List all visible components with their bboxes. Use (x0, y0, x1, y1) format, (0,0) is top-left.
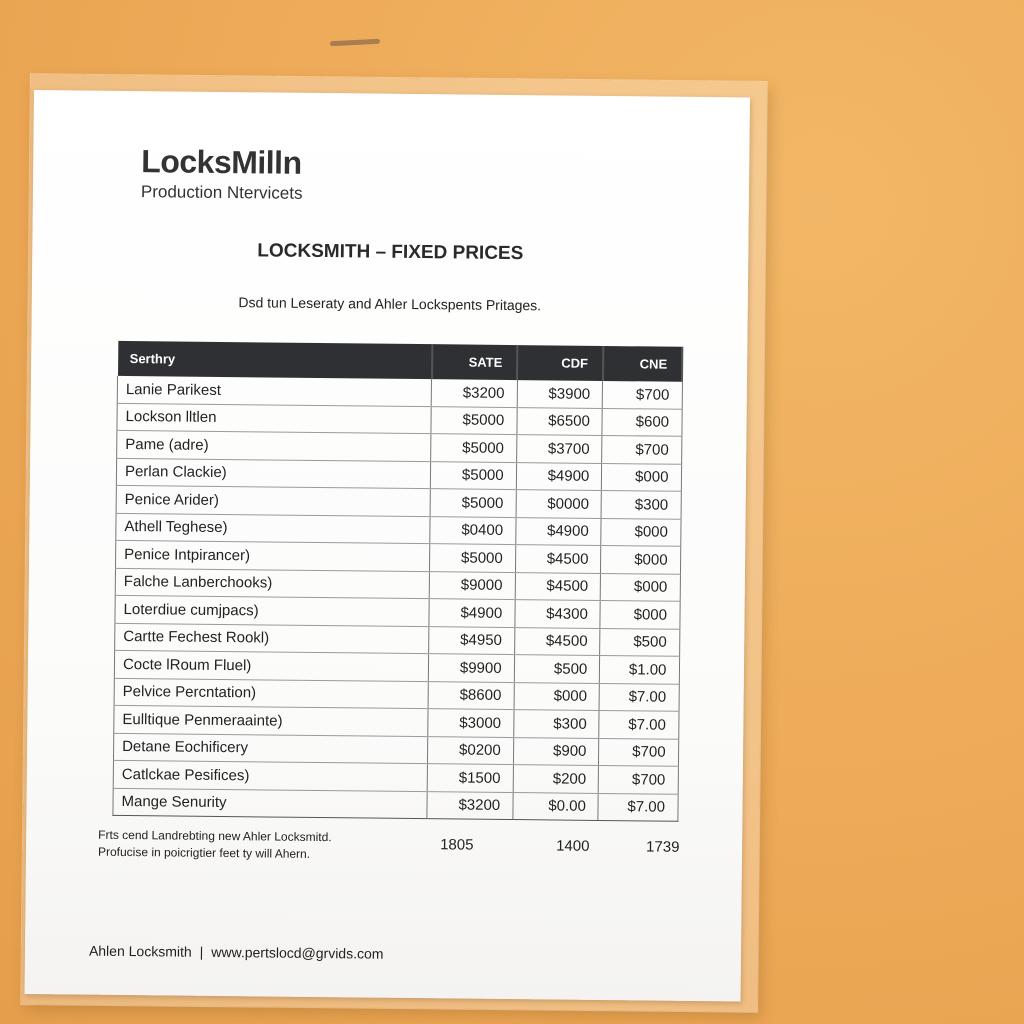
price-cne-cell: $7.00 (599, 683, 678, 711)
column-header-service: Serthry (118, 341, 432, 379)
desk-mark (330, 39, 380, 47)
price-table (112, 341, 683, 822)
price-sate-cell: $3200 (431, 379, 517, 407)
price-cdf-cell: $4900 (515, 517, 601, 545)
company-name: LocksMilln (141, 143, 302, 181)
price-cdf-cell: $3900 (517, 380, 603, 408)
price-cne-cell: $1.00 (600, 655, 679, 683)
price-cdf-cell: $500 (514, 655, 600, 683)
price-cne-cell: $000 (602, 463, 681, 491)
price-sate-cell: $8600 (428, 681, 514, 709)
price-cne-cell: $300 (601, 490, 680, 518)
service-cell: Eulltique Penmeraainte) (114, 705, 428, 736)
service-cell: Perlan Clackie) (116, 458, 430, 489)
price-cne-cell: $600 (602, 408, 681, 436)
column-header-cdf: CDF (517, 345, 603, 381)
price-cne-cell: $700 (599, 765, 678, 793)
footer-note (98, 827, 332, 863)
service-cell: Lockson lltlen (117, 403, 431, 434)
price-cdf-cell: $4500 (514, 627, 600, 655)
company-logo (141, 143, 303, 204)
price-sheet (25, 90, 750, 1001)
price-cdf-cell: $0.00 (513, 792, 599, 820)
price-cne-cell: $700 (599, 738, 678, 766)
price-sate-cell: $3000 (428, 709, 514, 737)
price-cdf-cell: $4500 (515, 545, 601, 573)
price-cne-cell: $700 (602, 435, 681, 463)
table-header-row (118, 341, 683, 382)
contact-name: Ahlen Locksmith (88, 942, 192, 960)
price-sate-cell: $4950 (429, 626, 515, 654)
price-cdf-cell: $4900 (516, 462, 602, 490)
total-cdf: 1400 (556, 837, 590, 855)
company-tagline: Production Ntervicets (140, 182, 303, 203)
price-sate-cell: $5000 (431, 434, 517, 462)
price-sate-cell: $3200 (427, 791, 513, 819)
column-header-sate: SATE (431, 344, 517, 380)
price-cne-cell: $7.00 (598, 793, 677, 821)
price-cdf-cell: $3700 (516, 435, 602, 463)
price-cne-cell: $000 (601, 518, 680, 546)
price-cne-cell: $000 (601, 573, 680, 601)
service-cell: Cartte Fechest Rookl) (115, 623, 429, 654)
contact-separator: | (199, 943, 204, 960)
service-cell: Penice Intpirancer) (116, 540, 430, 571)
price-sate-cell: $4900 (429, 599, 515, 627)
price-cdf-cell: $000 (514, 682, 600, 710)
service-cell: Falche Lanberchooks) (115, 568, 429, 599)
service-cell: Pame (adre) (117, 430, 431, 461)
service-cell: Cocte lRoum Fluel) (114, 650, 428, 681)
price-sate-cell: $0400 (430, 516, 516, 544)
price-cdf-cell: $200 (513, 765, 599, 793)
total-cne: 1739 (646, 838, 680, 856)
price-cdf-cell: $4300 (515, 600, 601, 628)
price-cne-cell: $000 (600, 600, 679, 628)
price-cne-cell: $700 (603, 381, 682, 409)
service-cell: Mange Senurity (113, 788, 427, 819)
footer-note-line-1: Frts cend Landrebting new Ahler Locksmitd. (98, 827, 332, 845)
price-sate-cell: $5000 (429, 544, 515, 572)
price-sate-cell: $5000 (430, 461, 516, 489)
price-sate-cell: $0200 (427, 736, 513, 764)
price-cdf-cell: $300 (513, 710, 599, 738)
document-title: LOCKSMITH – FIXED PRICES (257, 240, 524, 265)
total-sate: 1805 (440, 836, 474, 854)
price-table-body (113, 376, 682, 821)
contact-website: www.pertslocd@grvids.com (211, 943, 384, 962)
price-cdf-cell: $6500 (517, 407, 603, 435)
price-sate-cell: $1500 (427, 764, 513, 792)
price-sate-cell: $9900 (428, 654, 514, 682)
service-cell: Athell Teghese) (116, 513, 430, 544)
contact-line (89, 943, 384, 962)
footer-note-line-2: Profucise in poicrigtier feet ty will Ahern. (97, 844, 311, 861)
table-row (113, 788, 678, 821)
price-cdf-cell: $900 (513, 737, 599, 765)
column-header-cne: CNE (603, 346, 683, 382)
service-cell: Loterdiue cumjpacs) (115, 595, 429, 626)
service-cell: Pelvice Percntation) (114, 678, 428, 709)
service-cell: Catlckae Pesifices) (113, 760, 427, 791)
price-cdf-cell: $4500 (515, 572, 601, 600)
price-cdf-cell: $0000 (516, 490, 602, 518)
service-cell: Penice Arider) (116, 485, 430, 516)
price-cne-cell: $500 (600, 628, 679, 656)
price-sate-cell: $5000 (431, 406, 517, 434)
price-sate-cell: $5000 (430, 489, 516, 517)
price-sate-cell: $9000 (429, 571, 515, 599)
service-cell: Detane Eochificery (113, 733, 427, 764)
document-subtitle: Dsd tun Leseraty and Ahler Lockspents Pritages. (238, 294, 542, 314)
service-cell: Lanie Parikest (117, 376, 431, 406)
price-cne-cell: $000 (601, 545, 680, 573)
price-cne-cell: $7.00 (599, 710, 678, 738)
